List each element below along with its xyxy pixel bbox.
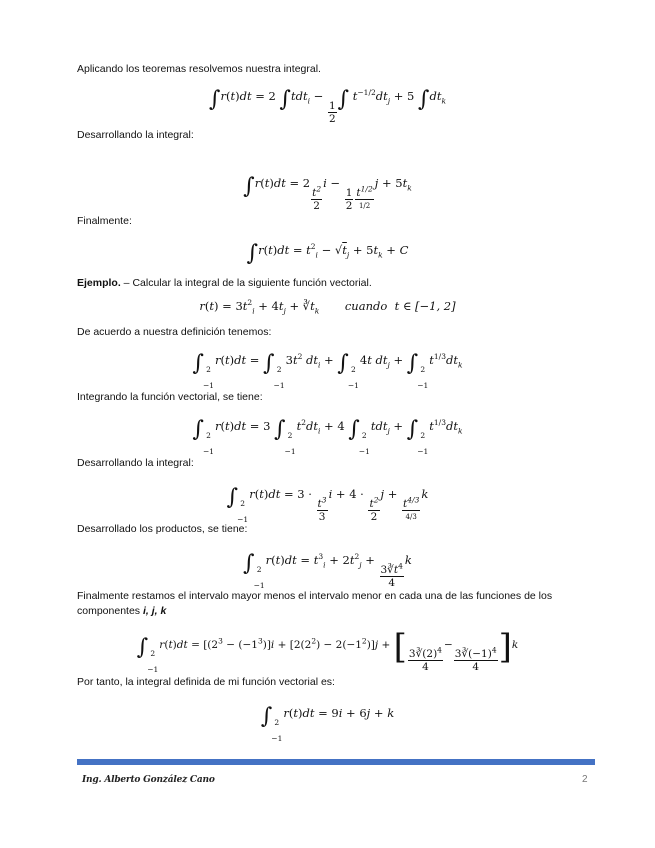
equation-2: ∫r(t)dt = 2 $\frac{t^2}{2}$ i − $\frac{1}{2}$ $\frac{t^{1/2}}{1/2}$ $j + 5t_k$ xyxy=(243,174,412,212)
paragraph-9-line-1: Finalmente restamos el intervalo mayor menos el intervalo menor en cada una de las funciones de los xyxy=(77,590,553,602)
footer-divider xyxy=(77,759,595,765)
equation-9: ∫ 2 −1 $r(t)dt = [(2^3 - (-1^3)]i + [2(2^2) - 2(-1^2)]j$ + [ $\frac{3∛(2)^4}{4}$ − $\frac{3∛(-1)^4}{4}$ ]k xyxy=(136,627,519,674)
paragraph-9-prefix: componentes xyxy=(77,605,143,617)
ejemplo-label: Ejemplo. xyxy=(77,277,121,289)
equation-10: ∫ 2 −1 r(t)dt = 9i + 6j + k xyxy=(260,704,395,743)
paragraph-2: Desarrollando la integral: xyxy=(77,129,194,141)
paragraph-5: De acuerdo a nuestra definición tenemos: xyxy=(77,326,272,338)
equation-8: ∫ 2 −1 $r(t)dt = t^3_i + 2t^2_j$ + $\frac{3∛t^4}{4}$ k xyxy=(243,551,412,590)
equation-3: $\int r(t)dt = t^2_i - √t_j + 5t_k + C$ xyxy=(246,241,409,266)
paragraph-8: Desarrollado los productos, se tiene: xyxy=(77,523,248,535)
equation-4: $r(t) = 3t^2_i + 4t_j$ + $∛t_k$ cuando t ∈ [−1, 2] xyxy=(199,298,456,316)
footer-author: Ing. Alberto González Cano xyxy=(82,775,215,785)
paragraph-9-vars: i, j, k xyxy=(142,605,167,617)
ejemplo-paragraph xyxy=(77,276,372,290)
equation-1: ∫r(t)dt = 2 ∫tdt$_i$ − $\frac{1}{2}$ ∫ $t^{-1/2}dt_j + 5$ $\int dt_k$ xyxy=(209,87,446,125)
paragraph-3: Finalmente: xyxy=(77,215,132,227)
cuando-word: cuando xyxy=(344,299,388,313)
paragraph-9-line-2 xyxy=(77,604,166,618)
equation-5: ∫ 2 −1 r(t)dt = ∫ 2 −1 $3t^2$ $dt_i$ + ∫ 2 −1 4t $dt_j$ + ∫ 2 −1 $t^{1/3}dt_k$ xyxy=(192,351,463,390)
paragraph-6: Integrando la función vectorial, se tiene: xyxy=(77,391,263,403)
paragraph-1: Aplicando los teoremas resolvemos nuestra integral. xyxy=(77,63,321,75)
ejemplo-text: – Calcular la integral de la siguiente función vectorial. xyxy=(120,277,372,289)
page-number: 2 xyxy=(582,774,588,785)
equation-6: ∫ 2 −1 r(t)dt = 3 ∫ 2 −1 $t^2dt_i + 4$ ∫ 2 −1 tdt$_j$ + ∫ 2 −1 $t^{1/3}dt_k$ xyxy=(192,417,463,456)
paragraph-7: Desarrollando la integral: xyxy=(77,457,194,469)
paragraph-10: Por tanto, la integral definida de mi función vectorial es: xyxy=(77,676,335,688)
interval-text: t ∈ [−1, 2] xyxy=(394,299,456,313)
equation-7: ∫ 2 −1 r(t)dt = 3 · $\frac{t^3}{3}$ i + 4 · $\frac{t^2}{2}$ j + $\frac{t^{4/3}}{4/3}$ k xyxy=(226,485,429,524)
